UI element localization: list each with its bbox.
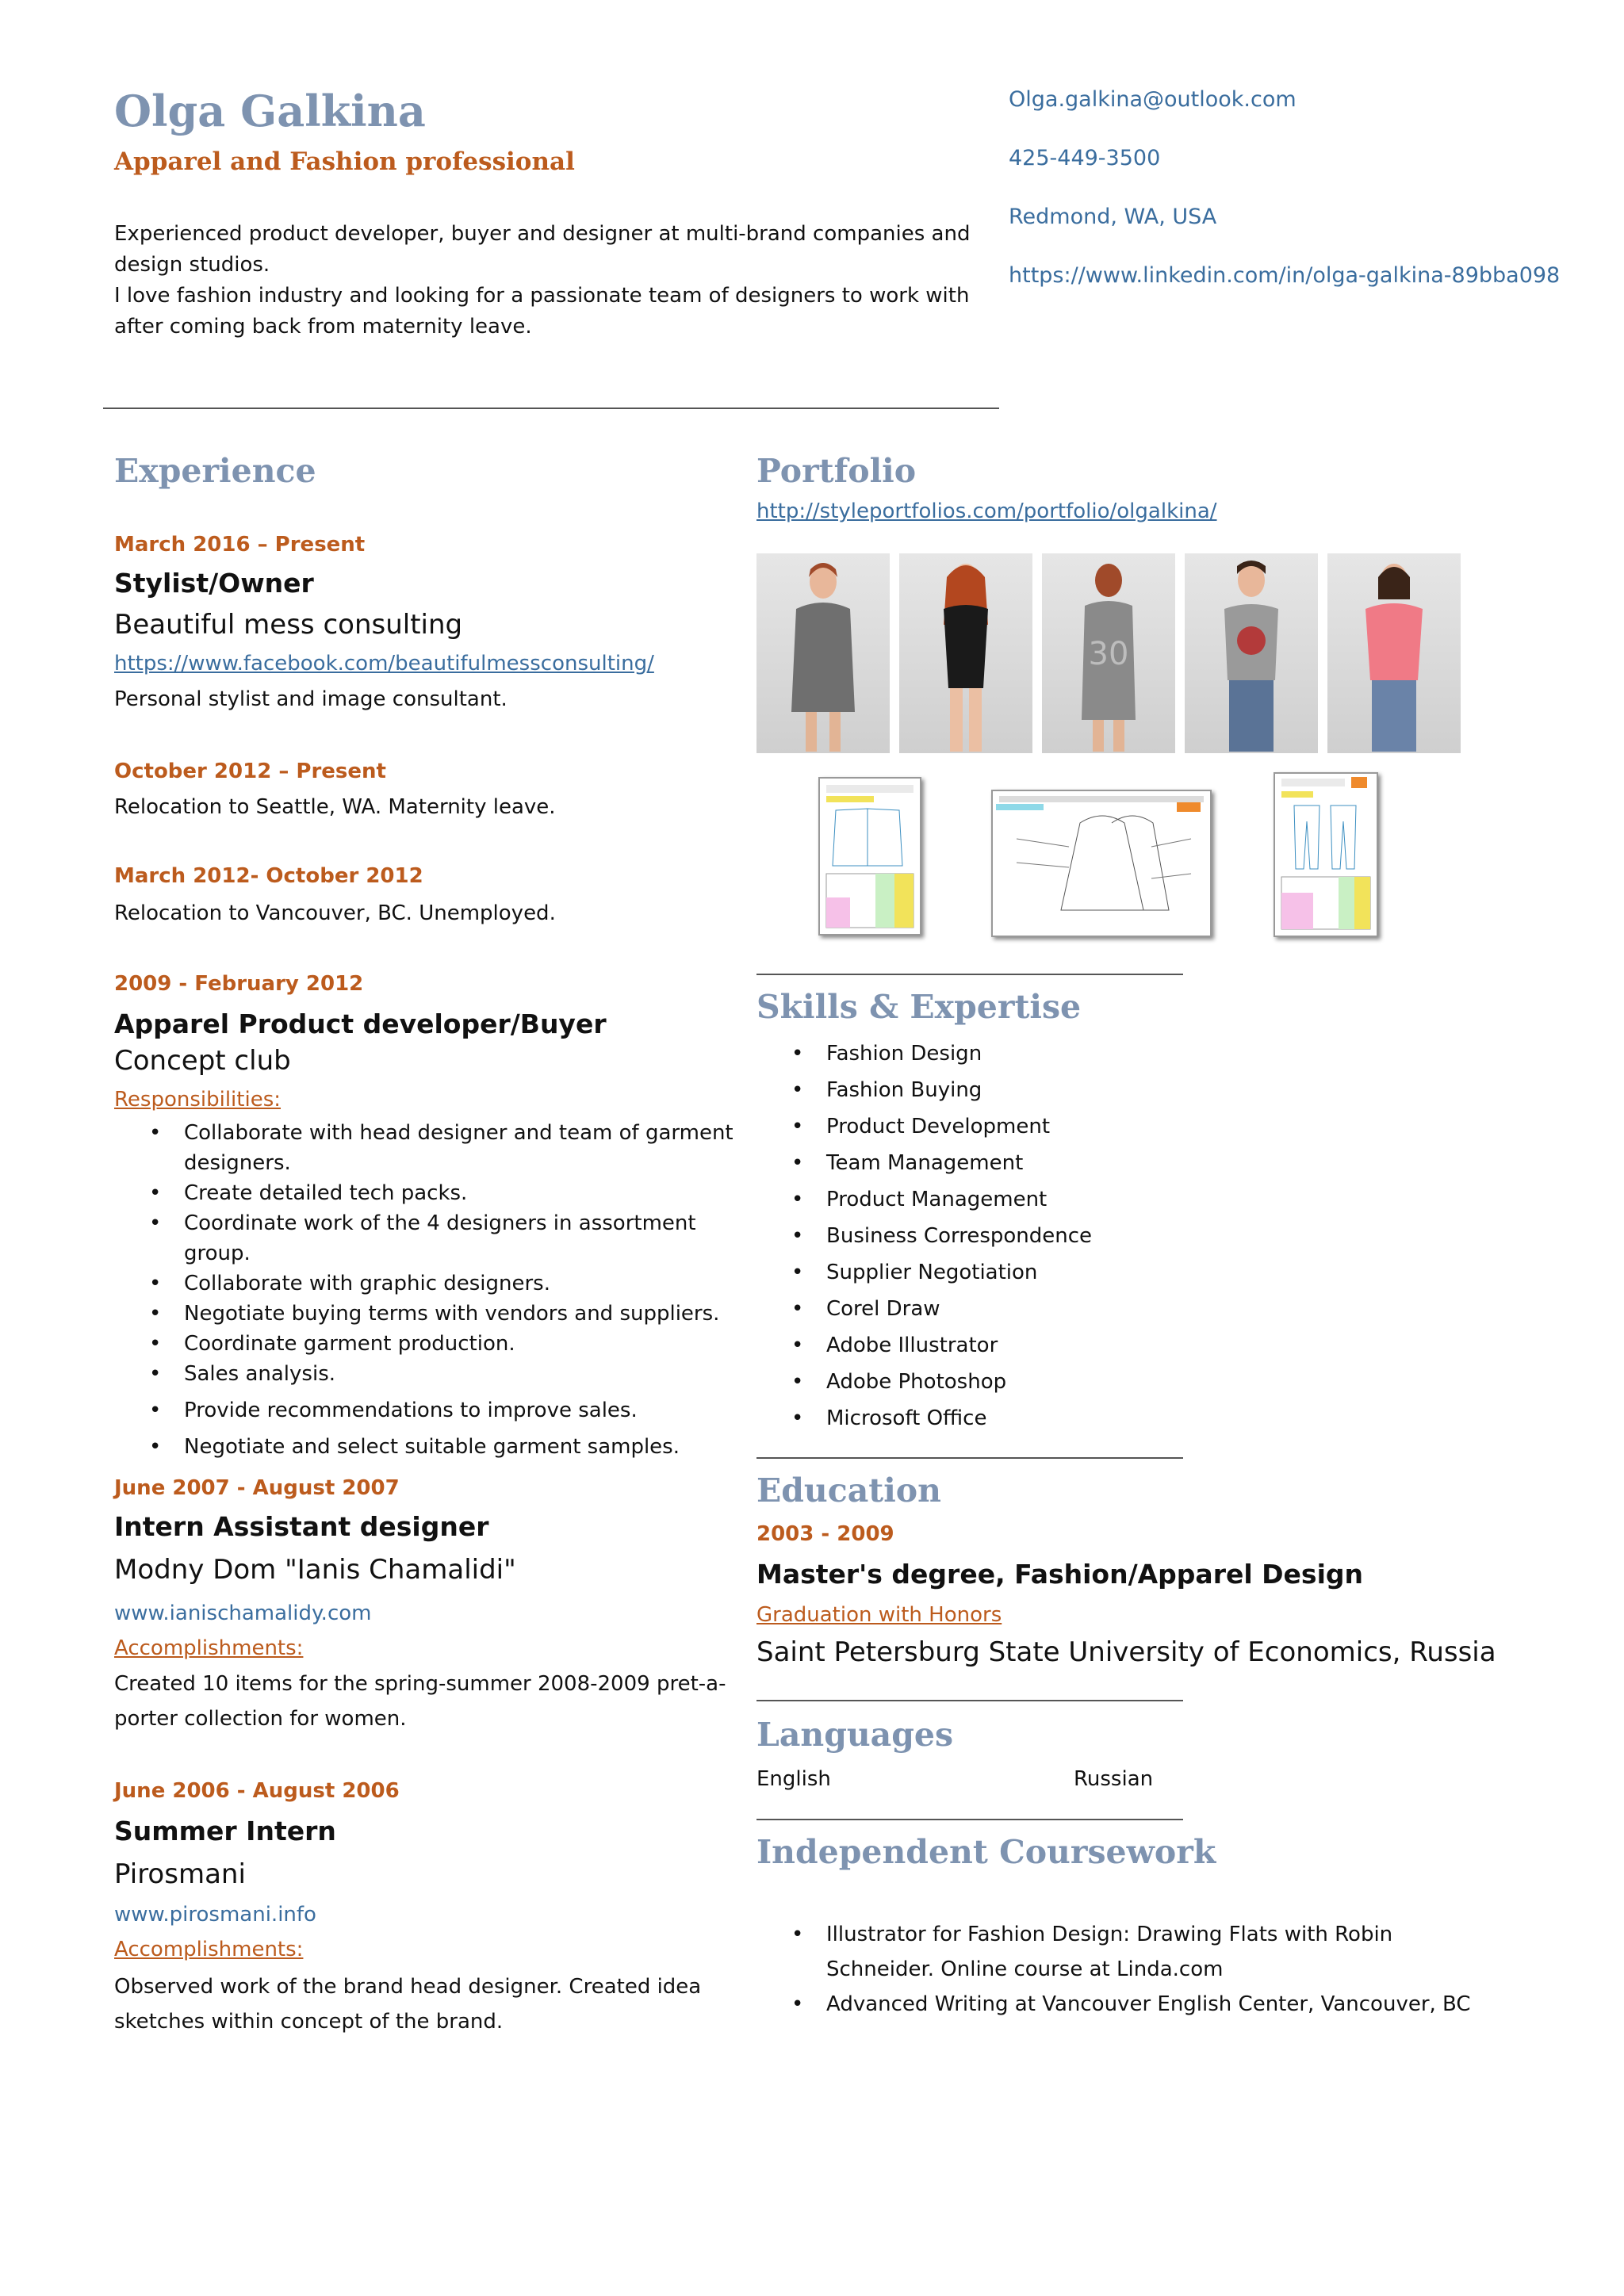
skills-heading: Skills & Expertise [756,988,1082,1026]
education-degree: Master's degree, Fashion/Apparel Design [756,1559,1363,1590]
list-item: • Coordinate garment production. [114,1329,741,1359]
skills-list [756,1035,1470,1437]
tech-pack-sheet-pants [1274,772,1378,937]
contact-email[interactable]: Olga.galkina@outlook.com [1009,87,1297,112]
header-divider [103,408,999,409]
contact-location: Redmond, WA, USA [1009,205,1217,229]
coursework-item: • Advanced Writing at Vancouver English Center, Vancouver, BC [756,1987,1486,2022]
professional-title: Apparel and Fashion professional [114,147,575,176]
portfolio-photo-print-tshirt [1185,553,1318,753]
portfolio-link[interactable]: http://styleportfolios.com/portfolio/olgalkina/ [756,499,1217,523]
education-school: Saint Petersburg State University of Economics, Russia [756,1636,1496,1668]
language-english: English [756,1767,831,1791]
responsibilities-list [114,1118,741,1462]
summary-line: I love fashion industry and looking for a passionate team of designers to work with after coming back from maternity leave. [114,284,970,339]
list-item: • Create detailed tech packs. [114,1178,741,1208]
skill-item: • Supplier Negotiation [756,1254,1470,1291]
language-russian: Russian [1074,1767,1154,1791]
tech-pack-sheet-jacket [818,777,921,936]
job-date: October 2012 – Present [114,760,386,783]
tech-pack-sheet-hoodie [991,790,1212,937]
languages-heading: Languages [756,1716,954,1754]
portfolio-photo-gray-dress [1042,553,1175,753]
job-link[interactable]: www.pirosmani.info [114,1903,316,1927]
section-divider [756,974,1183,975]
summary-line: Experienced product developer, buyer and designer at multi-brand companies and design studios. [114,222,971,277]
contact-linkedin[interactable]: https://www.linkedin.com/in/olga-galkina-89bba098 [1009,263,1561,288]
portfolio-photo-gray-coat [756,553,890,753]
skill-item: • Fashion Design [756,1035,1470,1072]
list-item: • Collaborate with graphic designers. [114,1269,741,1299]
job-role: Stylist/Owner [114,568,314,599]
list-item: • Negotiate buying terms with vendors and suppliers. [114,1299,741,1329]
job-company: Beautiful mess consulting [114,609,463,641]
job-company: Modny Dom "Ianis Chamalidi" [114,1554,516,1586]
job-date: March 2016 – Present [114,533,366,557]
contact-phone[interactable]: 425-449-3500 [1009,146,1161,170]
job-description: Created 10 items for the spring-summer 2008-2009 pret-a-porter collection for women. [114,1672,726,1731]
list-item: • Collaborate with head designer and team of garment designers. [114,1118,741,1178]
summary [114,219,979,342]
skill-item: • Team Management [756,1145,1470,1181]
skill-item: • Product Management [756,1181,1470,1218]
accomplishments-label: Accomplishments: [114,1636,304,1660]
job-description: Relocation to Seattle, WA. Maternity leave. [114,795,556,819]
job-description: Observed work of the brand head designer. Created idea sketches within concept of the brand. [114,1975,702,2034]
skill-item: • Microsoft Office [756,1400,1470,1437]
job-role: Intern Assistant designer [114,1511,489,1542]
section-divider [756,1819,1183,1820]
list-item: • Sales analysis. [114,1359,741,1389]
portfolio-photo-pink-polo [1327,553,1461,753]
job-role: Summer Intern [114,1816,336,1846]
job-description: Relocation to Vancouver, BC. Unemployed. [114,901,556,925]
skill-item: • Product Development [756,1108,1470,1145]
experience-heading: Experience [114,452,316,490]
job-company: Concept club [114,1045,291,1077]
education-honors: Graduation with Honors [756,1603,1002,1627]
job-company: Pirosmani [114,1858,246,1890]
skill-item: • Adobe Photoshop [756,1364,1470,1400]
svg-text:30: 30 [1088,636,1129,672]
skill-item: • Corel Draw [756,1291,1470,1327]
section-divider [756,1457,1183,1459]
job-description: Personal stylist and image consultant. [114,687,508,711]
job-date: June 2007 - August 2007 [114,1476,400,1500]
job-role: Apparel Product developer/Buyer [114,1008,607,1039]
list-item: • Coordinate work of the 4 designers in assortment group. [114,1208,741,1269]
responsibilities-label: Responsibilities: [114,1088,281,1112]
list-item: • Negotiate and select suitable garment samples. [114,1432,741,1462]
skill-item: • Fashion Buying [756,1072,1470,1108]
coursework-item: • Illustrator for Fashion Design: Drawing Flats with Robin Schneider. Online course at Linda.com [756,1917,1486,1987]
skill-item: • Adobe Illustrator [756,1327,1470,1364]
job-link[interactable]: www.ianischamalidy.com [114,1601,372,1625]
job-link[interactable]: https://www.facebook.com/beautifulmessconsulting/ [114,652,654,675]
education-heading: Education [756,1471,941,1510]
job-date: 2009 - February 2012 [114,972,364,996]
job-date: June 2006 - August 2006 [114,1779,400,1803]
list-item: • Provide recommendations to improve sales. [114,1395,741,1425]
portfolio-photo-black-bodysuit [899,553,1032,753]
coursework-list [756,1917,1486,2022]
accomplishments-label: Accomplishments: [114,1938,304,1961]
portfolio-heading: Portfolio [756,452,917,490]
candidate-name: Olga Galkina [114,86,426,136]
education-date: 2003 - 2009 [756,1522,894,1546]
coursework-heading: Independent Coursework [756,1833,1216,1871]
section-divider [756,1700,1183,1701]
job-date: March 2012- October 2012 [114,864,423,888]
skill-item: • Business Correspondence [756,1218,1470,1254]
